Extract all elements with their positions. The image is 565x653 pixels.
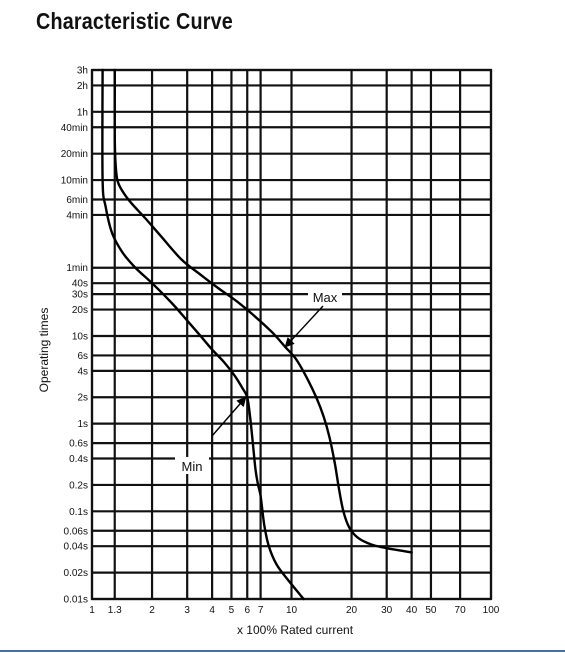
y-tick-label: 10s: [71, 331, 88, 343]
x-tick-label: 20: [345, 605, 358, 616]
bottom-divider: [0, 650, 565, 652]
x-tick-label: 30: [381, 605, 393, 616]
x-tick-label: 5: [228, 605, 235, 616]
x-tick-label: 3: [184, 605, 190, 616]
y-tick-label: 0.04s: [63, 541, 88, 553]
x-tick-label: 100: [482, 605, 500, 616]
annotation-arrow-min: [212, 397, 246, 436]
y-tick-label: 40s: [71, 278, 88, 290]
y-tick-label: 6min: [66, 195, 88, 207]
y-tick-label: 2h: [76, 80, 88, 92]
chart-title: Characteristic Curve: [36, 8, 233, 34]
y-tick-label: 0.06s: [63, 526, 88, 538]
y-tick-label: 0.02s: [63, 568, 88, 580]
y-tick-label: 1h: [76, 107, 88, 119]
x-axis-label: x 100% Rated current: [236, 623, 354, 637]
y-tick-label: 4s: [77, 366, 88, 378]
y-tick-label: 0.4s: [69, 454, 88, 466]
y-tick-label: 0.01s: [63, 594, 88, 606]
x-tick-label: 6: [244, 605, 251, 616]
y-tick-label: 20s: [71, 305, 88, 317]
y-tick-label: 3h: [76, 65, 88, 77]
x-tick-label: 7: [257, 605, 264, 616]
x-tick-label: 40: [406, 605, 418, 616]
y-tick-label: 40min: [60, 122, 88, 134]
x-tick-label: 10: [285, 605, 298, 616]
y-tick-label: 1min: [66, 263, 88, 275]
y-tick-label: 30s: [71, 289, 88, 301]
y-tick-label: 0.6s: [69, 438, 88, 450]
x-tick-label: 4: [209, 605, 215, 616]
y-axis-label: Operating times: [37, 307, 51, 393]
annotation-label-max: Max: [312, 290, 338, 305]
y-tick-label: 0.2s: [69, 480, 88, 492]
annotation-label-min: Min: [181, 459, 203, 474]
curve-max: [115, 70, 412, 552]
y-tick-label: 20min: [60, 149, 88, 161]
x-tick-label: 2: [149, 605, 155, 616]
x-tick-label: 70: [454, 605, 466, 616]
y-tick-label: 0.1s: [69, 506, 88, 518]
x-tick-label: 50: [425, 605, 437, 616]
x-tick-label: 1.3: [107, 605, 122, 616]
y-tick-label: 2s: [77, 392, 88, 404]
y-tick-label: 4min: [66, 210, 88, 222]
x-tick-label: 1: [89, 605, 95, 616]
y-tick-label: 10min: [60, 175, 88, 187]
y-tick-label: 1s: [77, 419, 88, 431]
y-tick-label: 6s: [77, 350, 88, 362]
